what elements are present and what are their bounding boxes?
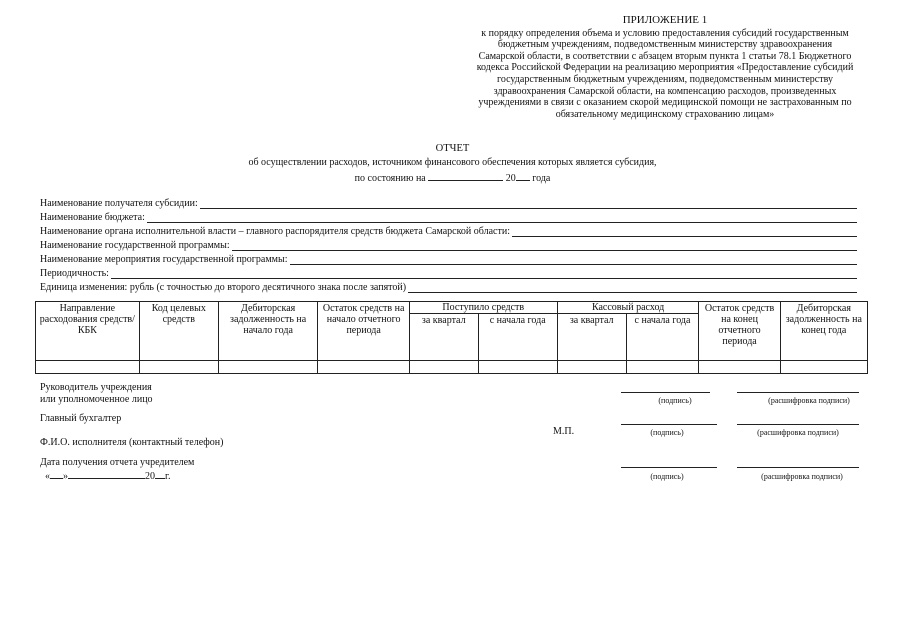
appendix-line: к порядку определения объема и условию предоставления субсидий государственным [481, 27, 849, 39]
subcol-header: за квартал [557, 314, 626, 361]
appendix-line: здравоохранения Самарской области, на компенсацию расходов, произведенных [493, 85, 837, 97]
col-header: Дебиторская задолженность на конец года [780, 302, 867, 361]
date-day-blank[interactable] [428, 171, 503, 181]
table-cell[interactable] [557, 361, 626, 374]
table-cell[interactable] [139, 361, 218, 374]
receipt-decode-line[interactable] [737, 467, 859, 468]
field-label: Наименование получателя субсидии: [40, 198, 198, 209]
field-blank[interactable] [232, 241, 857, 251]
field-blank[interactable] [111, 269, 857, 279]
col-header: Остаток средств на начало отчетного периода [318, 302, 409, 361]
group-header: Поступило средств [409, 302, 557, 314]
field-blank[interactable] [512, 227, 857, 237]
table-cell[interactable] [780, 361, 867, 374]
receipt-year-blank[interactable] [155, 469, 165, 479]
signature-caption: (подпись) [650, 472, 684, 481]
date-prefix: по состоянию на [354, 173, 426, 184]
appendix-line: кодекса Российской Федерации на реализацию мероприятия «Предоставление субсидий [476, 62, 854, 74]
col-header: Код целевых средств [139, 302, 218, 361]
table-cell[interactable] [36, 361, 140, 374]
report-table [35, 301, 868, 374]
accountant-signature-line[interactable] [621, 424, 717, 425]
date-year: 20 [505, 173, 516, 184]
field-unit [40, 280, 857, 293]
appendix-line: бюджетным учреждениям, подведомственным министерству здравоохранения [497, 39, 833, 51]
field-authority [40, 224, 857, 237]
table-cell[interactable] [699, 361, 780, 374]
appendix-block [440, 15, 890, 120]
receipt-month-blank[interactable] [68, 469, 145, 479]
field-label: Единица изменения: рубль (с точностью до второго десятичного знака после запятой) [40, 282, 407, 293]
decode-caption: (расшифровка подписи) [768, 396, 850, 405]
receipt-suffix: г. [165, 471, 171, 482]
subcol-header: с начала года [626, 314, 699, 361]
head-label-line2: или уполномоченное лицо [40, 394, 153, 405]
receipt-date-line [45, 469, 170, 483]
date-suffix: года [532, 173, 551, 184]
head-label-line1: Руководитель учреждения [40, 382, 152, 393]
signature-caption: (подпись) [650, 428, 684, 437]
table-cell[interactable] [318, 361, 409, 374]
decode-caption: (расшифровка подписи) [757, 428, 839, 437]
head-decode-line[interactable] [737, 392, 859, 393]
appendix-line: Самарской области, в соответствии с абзацем вторым пункта 1 статьи 78.1 Бюджетного [478, 50, 852, 62]
report-title: ОТЧЕТ [435, 143, 470, 154]
table-cell[interactable] [478, 361, 557, 374]
field-blank[interactable] [147, 213, 857, 223]
subcol-header: за квартал [409, 314, 478, 361]
appendix-heading: ПРИЛОЖЕНИЕ 1 [622, 14, 708, 26]
head-signature-line[interactable] [621, 392, 710, 393]
field-label: Периодичность: [40, 268, 109, 279]
accountant-decode-line[interactable] [737, 424, 859, 425]
table-cell[interactable] [409, 361, 478, 374]
field-label: Наименование мероприятия государственной программы: [40, 254, 288, 265]
stamp-label: М.П. [553, 426, 575, 437]
report-subtitle: об осуществлении расходов, источником финансового обеспечения которых является субсидия, [248, 157, 657, 168]
col-header: Направление расходования средств/КБК [36, 302, 140, 361]
field-label: Наименование государственной программы: [40, 240, 230, 251]
quote-close: » [63, 471, 68, 482]
subcol-header: с начала года [478, 314, 557, 361]
field-program [40, 238, 857, 251]
report-date-line [0, 171, 905, 184]
col-header: Дебиторская задолженность на начало года [218, 302, 318, 361]
chief-accountant-label: Главный бухгалтер [40, 413, 122, 424]
appendix-line: обязательному медицинскому страхованию лицам» [555, 108, 775, 120]
table-cell[interactable] [218, 361, 318, 374]
field-activity [40, 252, 857, 265]
field-label: Наименование органа исполнительной власти – главного распорядителя средств бюджета Самарской области: [40, 226, 510, 237]
quote-open: « [45, 471, 50, 482]
table-row [36, 361, 868, 374]
field-label: Наименование бюджета: [40, 212, 145, 223]
field-blank[interactable] [408, 283, 857, 293]
receipt-signature-line[interactable] [621, 467, 717, 468]
decode-caption: (расшифровка подписи) [761, 472, 843, 481]
col-header: Остаток средств на конец отчетного периода [699, 302, 780, 361]
field-recipient [40, 196, 857, 209]
receipt-year: 20 [145, 471, 155, 482]
signature-caption: (подпись) [658, 396, 692, 405]
head-label [40, 382, 153, 406]
field-budget [40, 210, 857, 223]
date-year-blank[interactable] [516, 171, 530, 181]
field-periodicity [40, 266, 857, 279]
appendix-line: государственным бюджетным учреждениям, подведомственным министерству [497, 73, 833, 85]
receipt-date-label: Дата получения отчета учредителем [40, 457, 195, 468]
field-blank[interactable] [290, 255, 857, 265]
receipt-day-blank[interactable] [50, 469, 63, 479]
appendix-line: учреждениями в связи с оказанием скорой медицинской помощи не застрахованным по [478, 97, 852, 109]
field-blank[interactable] [200, 199, 857, 209]
group-header: Кассовый расход [557, 302, 699, 314]
table-cell[interactable] [626, 361, 699, 374]
executor-label: Ф.И.О. исполнителя (контактный телефон) [40, 437, 224, 448]
